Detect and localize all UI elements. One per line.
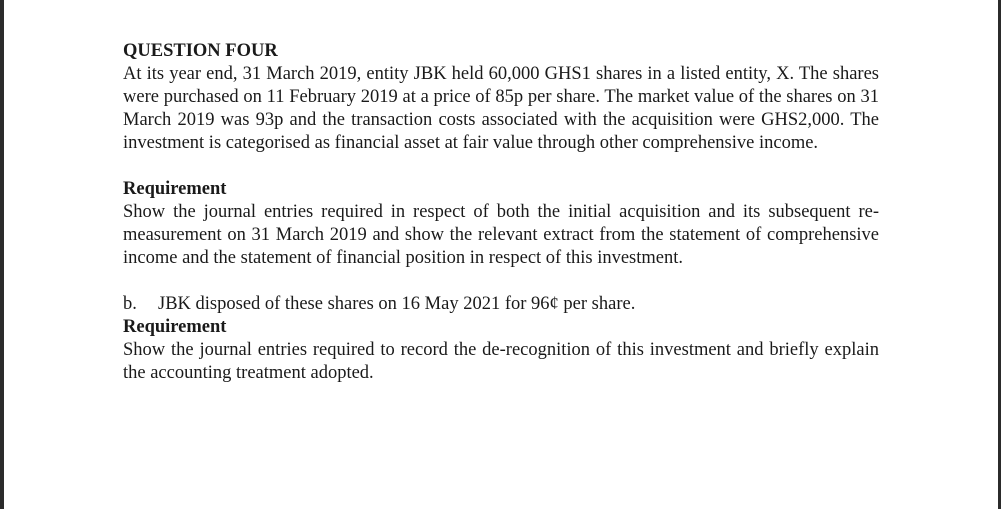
requirement-heading-b: Requirement [123,317,227,337]
left-border [0,0,4,509]
spacer [123,155,879,178]
part-b-statement: JBK disposed of these shares on 16 May 2021 for 96¢ per share. [158,294,636,314]
requirement-heading-a: Requirement [123,179,227,199]
question-content [123,40,879,385]
part-b-marker: b. [123,294,137,314]
spacer [123,270,879,293]
question-intro: At its year end, 31 March 2019, entity JBK held 60,000 GHS1 shares in a listed entity, X. The shares were purchased on 11 February 2019 at a price of 85p per share. The market value of the shares on 31 March 2019 was 93p and the transaction costs associated with the acquisition were GHS2,000. The investment is categorised as financial asset at fair value through other comprehensive income. [123,64,879,153]
requirement-text-b: Show the journal entries required to record the de-recognition of this investment and briefly explain the accounting treatment adopted. [123,340,879,383]
question-title: QUESTION FOUR [123,41,278,61]
part-b-statement-line [123,293,879,316]
requirement-text-a: Show the journal entries required in respect of both the initial acquisition and its subsequent re-measurement on 31 March 2019 and show the relevant extract from the statement of comprehensive income and the statement of financial position in respect of this investment. [123,202,879,268]
